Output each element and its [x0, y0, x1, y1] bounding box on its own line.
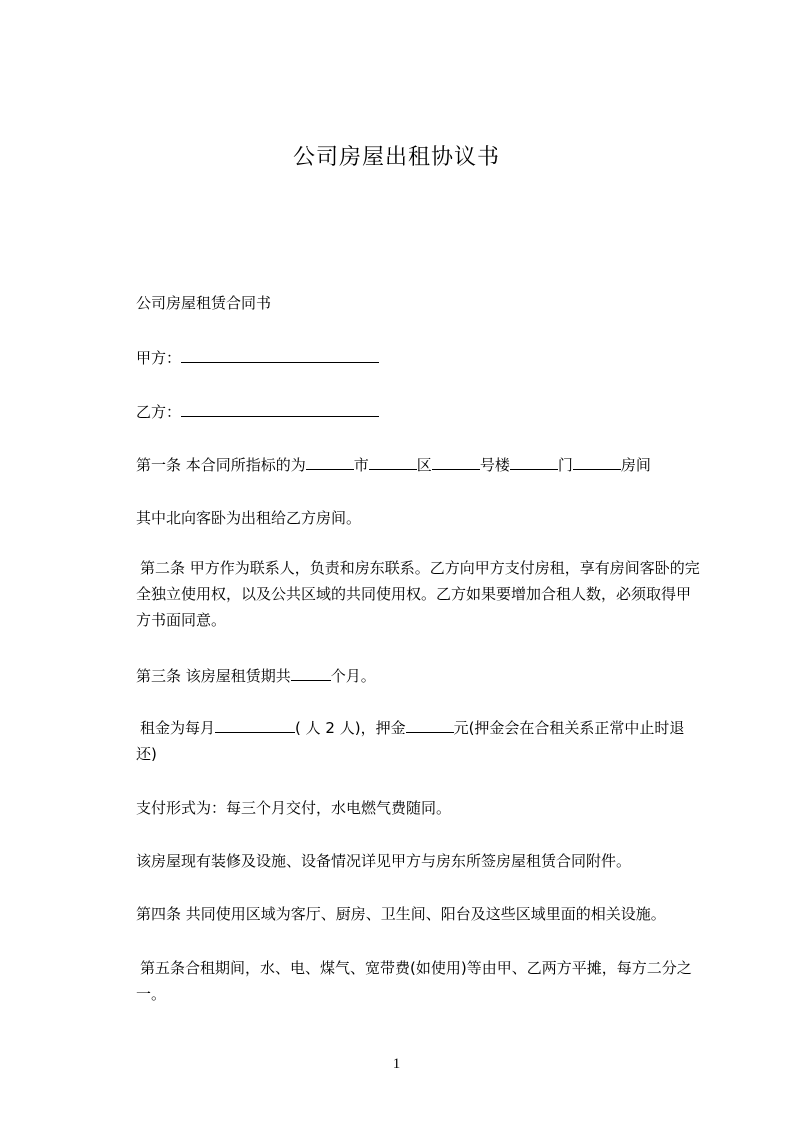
- city-label: 市: [353, 456, 369, 474]
- article-1-prefix: 第一条 本合同所指标的为: [136, 456, 306, 474]
- monthly-rent-blank: [215, 716, 295, 733]
- article-3-prefix: 第三条 该房屋租赁期共: [136, 667, 291, 685]
- building-blank: [432, 453, 480, 470]
- payment-method: 支付形式为：每三个月交付，水电燃气费随同。: [136, 799, 452, 817]
- party-a-line: [136, 346, 379, 368]
- district-blank: [369, 453, 417, 470]
- article-4: 第四条 共同使用区域为客厅、厨房、卫生间、阳台及这些区域里面的相关设施。: [136, 905, 666, 923]
- deposit-blank: [406, 716, 454, 733]
- page-number: 1: [392, 1056, 401, 1072]
- city-blank: [306, 453, 354, 470]
- equipment-clause: 该房屋现有装修及设施、设备情况详见甲方与房东所签房屋租赁合同附件。: [136, 852, 632, 870]
- party-a-blank: [181, 346, 379, 363]
- door-label: 门: [557, 456, 573, 474]
- rent-clause: [136, 715, 704, 767]
- room-blank: [573, 453, 621, 470]
- lease-term-blank: [291, 664, 331, 681]
- document-title: 公司房屋出租协议书: [292, 145, 500, 170]
- party-b-blank: [181, 400, 379, 417]
- party-a-label: 甲方：: [136, 349, 182, 367]
- party-b-line: [136, 400, 379, 422]
- article-2: 第二条 甲方作为联系人，负责和房东联系。乙方向甲方支付房租，享有房间客卧的完全独立使用权，以及公共区域的共同使用权。乙方如果要增加合租人数，必须取得甲方书面同意。: [136, 559, 700, 629]
- article-1-continued: 其中北向客卧为出租给乙方房间。: [136, 509, 362, 527]
- door-blank: [510, 453, 558, 470]
- rent-persons: ( 人 2 人)，押金: [295, 719, 406, 737]
- rent-suffix: 元(押金会在合租关系正常中止时退还): [136, 719, 685, 763]
- room-label: 房间: [620, 456, 651, 474]
- party-b-label: 乙方：: [136, 403, 182, 421]
- rent-prefix: 租金为每月: [140, 719, 216, 737]
- building-label: 号楼: [479, 456, 510, 474]
- article-5: 第五条合租期间，水、电、煤气、宽带费(如使用)等由甲、乙两方平摊，每方二分之一。: [136, 959, 692, 1003]
- district-label: 区: [416, 456, 432, 474]
- article-3: [136, 664, 376, 686]
- contract-subtitle: 公司房屋租赁合同书: [136, 294, 272, 312]
- article-3-suffix: 个月。: [330, 667, 376, 685]
- article-1: [136, 453, 651, 475]
